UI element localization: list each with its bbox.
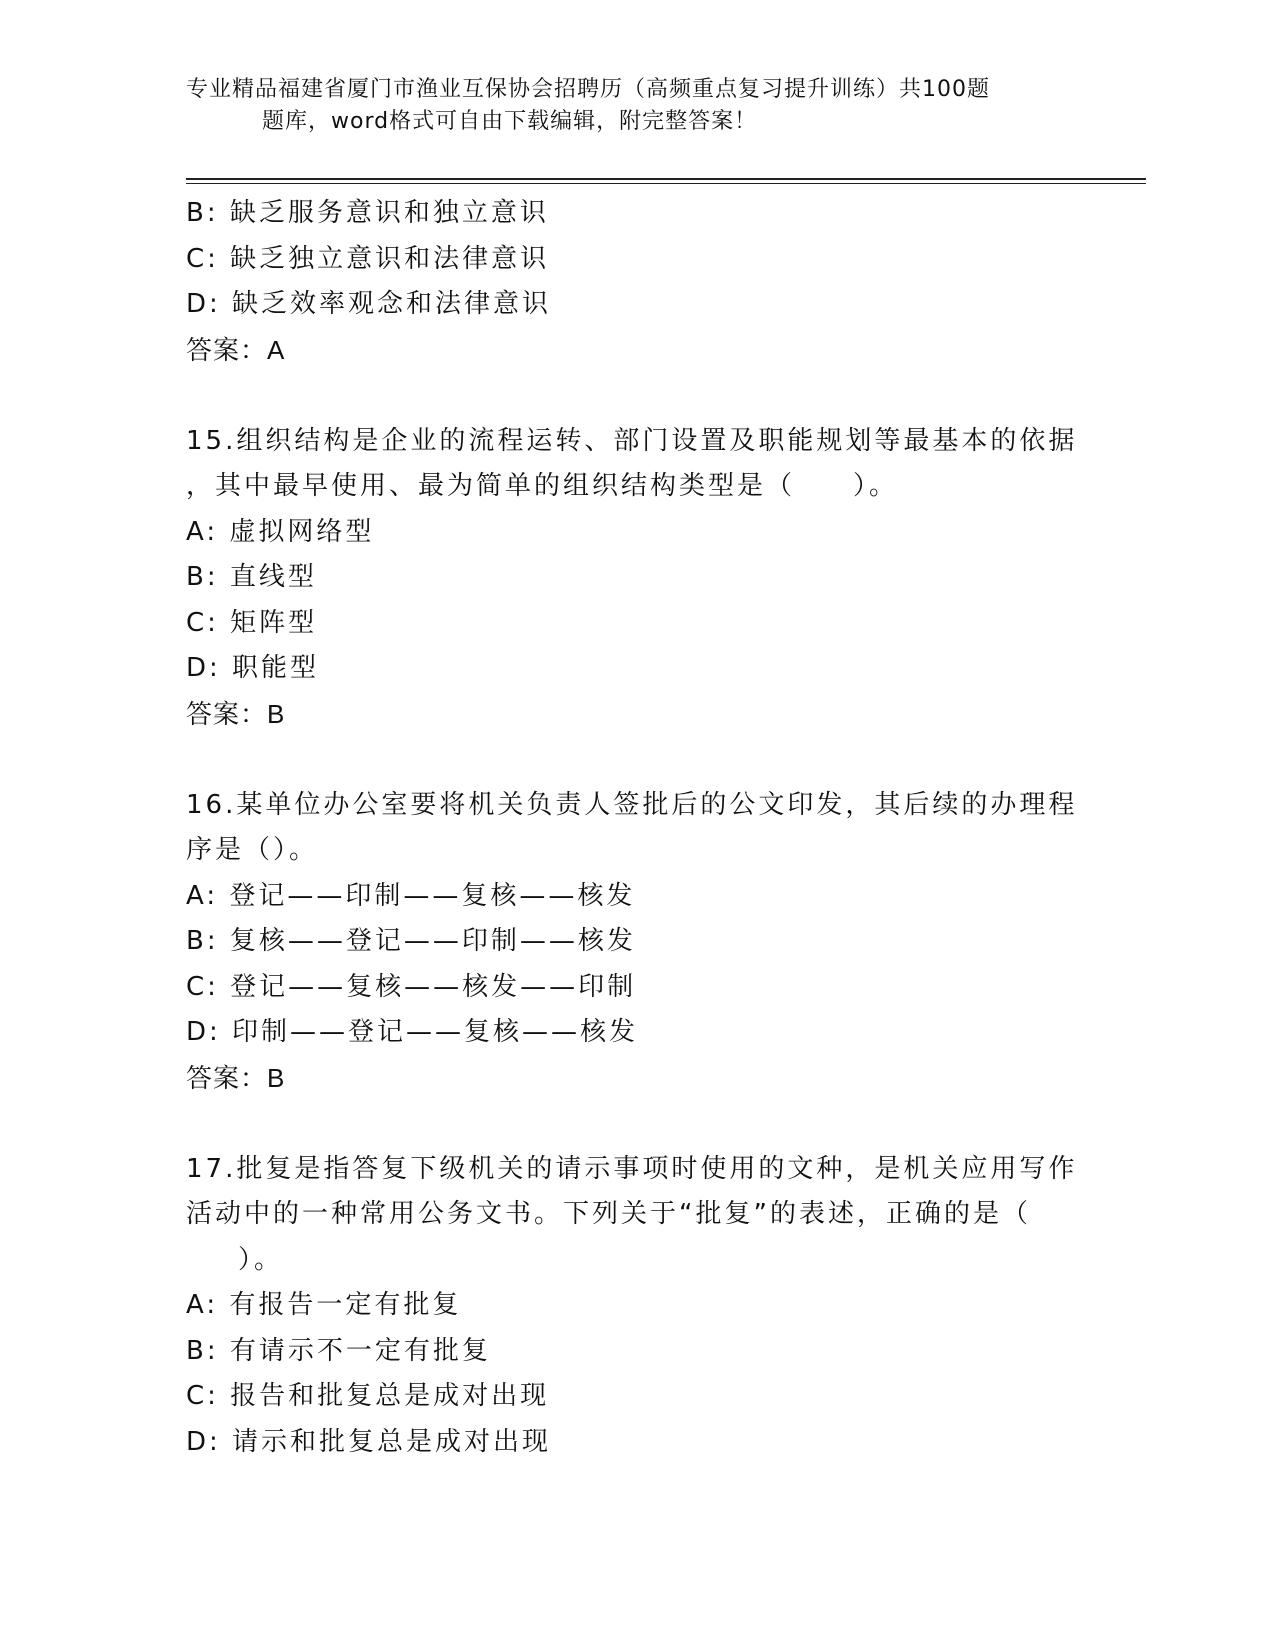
question-text-line: 17.批复是指答复下级机关的请示事项时使用的文种，是机关应用写作 (186, 1153, 1078, 1184)
option-d: D: 印制——登记——复核——核发 (186, 1017, 639, 1047)
option-c: C: 登记——复核——核发——印制 (186, 971, 637, 1002)
header-title-line-2: 题库，word格式可自由下载编辑，附完整答案！ (262, 109, 758, 134)
option-c: C: 缺乏独立意识和法律意识 (186, 243, 550, 274)
option-b: B: 复核——登记——印制——核发 (186, 926, 636, 956)
question-text-line: ）。 (238, 1244, 284, 1275)
question-16 (186, 783, 1078, 1102)
question-text-line: 16.某单位办公室要将机关负责人签批后的公文印发，其后续的办理程 (186, 789, 1078, 820)
option-d: D: 职能型 (186, 653, 320, 683)
spacer (186, 737, 1066, 783)
header-title-line-1: 专业精品福建省厦门市渔业互保协会招聘历（高频重点复习提升训练）共100题 (186, 77, 990, 102)
option-b: B: 有请示不一定有批复 (186, 1335, 491, 1366)
question-text-line: 序是（）。 (186, 835, 319, 865)
answer-line: 答案：A (186, 334, 286, 365)
header-rule-thick (186, 178, 1146, 180)
spacer (186, 1101, 1066, 1147)
option-a: A: 有报告一定有批复 (186, 1290, 462, 1320)
option-a: A: 登记——印制——复核——核发 (186, 880, 636, 911)
option-d: D: 请示和批复总是成对出现 (186, 1426, 552, 1457)
option-b: B: 直线型 (186, 562, 317, 592)
option-b: B: 缺乏服务意识和独立意识 (186, 198, 549, 228)
option-a: A: 虚拟网络型 (186, 516, 375, 547)
spacer (186, 373, 1066, 419)
option-c: C: 报告和批复总是成对出现 (186, 1381, 550, 1411)
option-d: D: 缺乏效率观念和法律意识 (186, 289, 552, 319)
document-body (186, 191, 1078, 1465)
answer-line: 答案：B (186, 1062, 286, 1093)
question-text-line: 15.组织结构是企业的流程运转、部门设置及职能规划等最基本的依据 (186, 425, 1078, 456)
question-text-line: ，其中最早使用、最为简单的组织结构类型是（ ）。 (186, 471, 899, 501)
header-rule-thin (186, 183, 1146, 184)
question-15 (186, 419, 1078, 738)
option-c: C: 矩阵型 (186, 607, 318, 638)
answer-line: 答案：B (186, 698, 286, 729)
question-14-continuation (186, 191, 1066, 373)
question-17 (186, 1147, 1078, 1466)
question-text-line: 活动中的一种常用公务文书。下列关于“批复”的表述，正确的是（ (186, 1199, 1031, 1229)
document-header (186, 74, 1066, 138)
